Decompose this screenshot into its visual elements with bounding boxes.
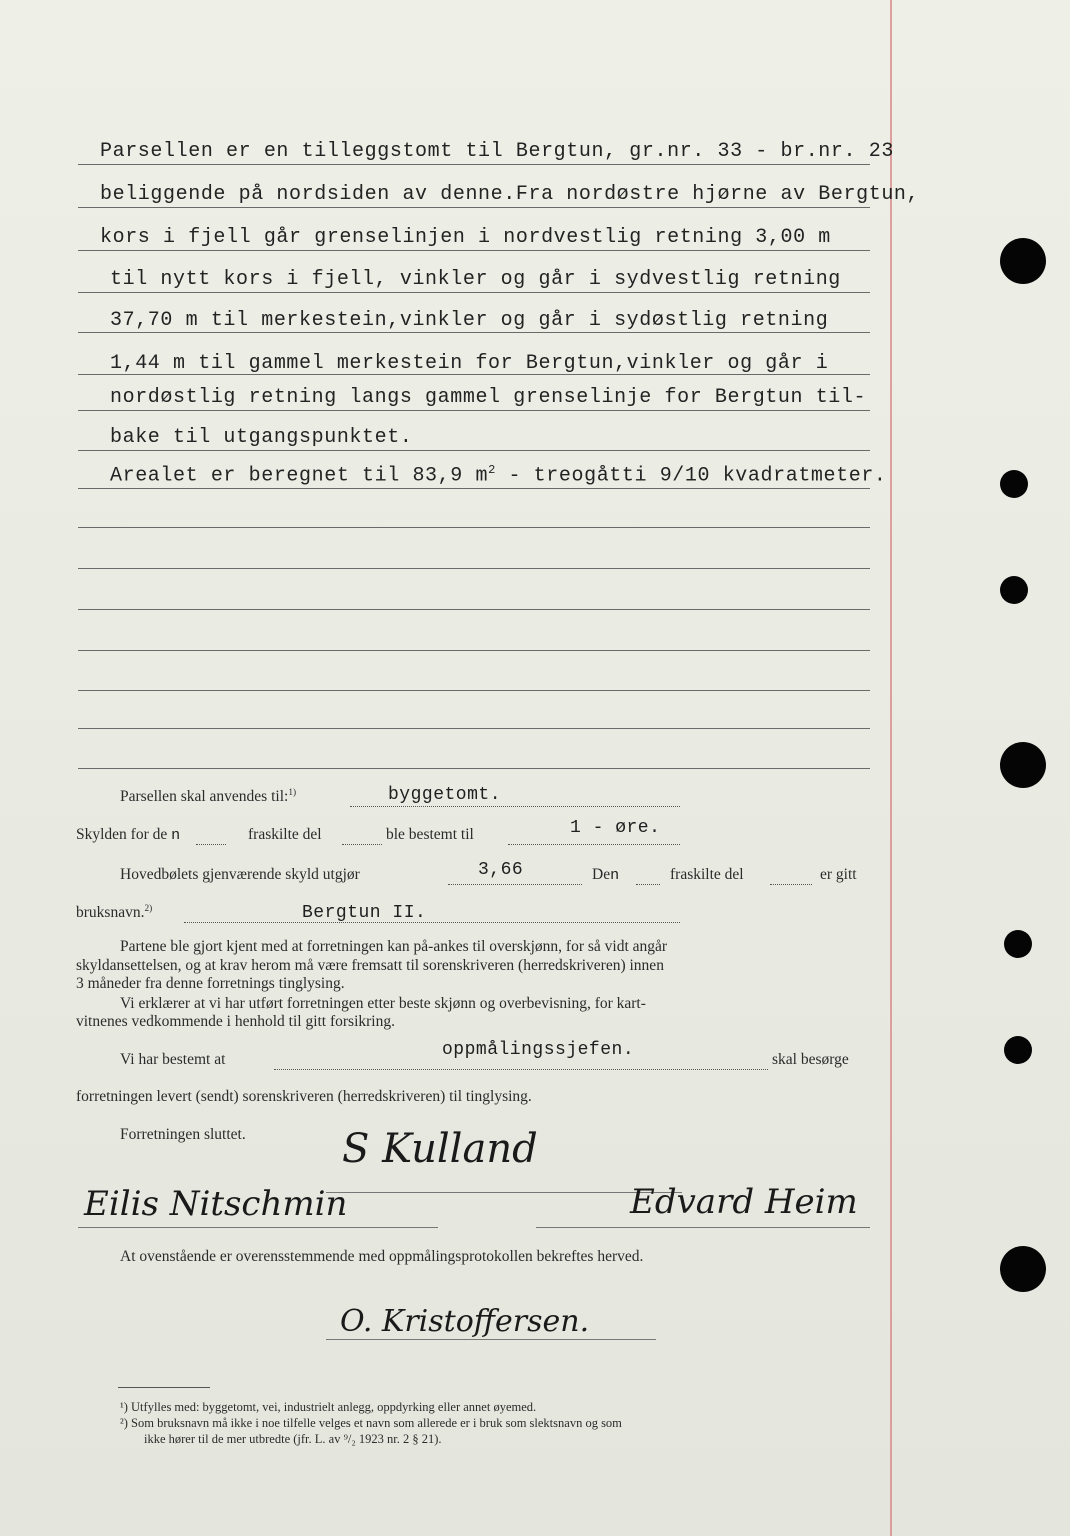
typed-line: kors i fjell går grenselinjen i nordvestlig retning 3,00 m <box>100 226 831 249</box>
ruled-line <box>78 207 870 208</box>
ruled-line <box>78 410 870 411</box>
tax-value: 1 - øre. <box>570 818 661 838</box>
ruled-line <box>78 164 870 165</box>
area-superscript: 2 <box>488 463 496 477</box>
certify-line: At ovenstående er overensstemmende med oppmålingsprotokollen bekreftes herved. <box>120 1248 644 1265</box>
ruled-line <box>78 488 870 489</box>
punch-hole <box>1000 576 1028 604</box>
use-label: Parsellen skal anvendes til:$^{1)}$ <box>120 788 297 806</box>
typed-line: 1,44 m til gammel merkestein for Bergtun,vinkler og går i <box>110 352 829 375</box>
signature-left: Eilis Nitschmin <box>84 1184 348 1224</box>
punch-hole <box>1004 1036 1032 1064</box>
para2-line: vitnenes vedkommende i henhold til gitt forsikring. <box>76 1013 395 1030</box>
tax-dots-b <box>342 844 382 845</box>
punch-hole <box>1000 238 1046 284</box>
name-value: Bergtun II. <box>302 903 427 923</box>
signature-main: S Kulland <box>342 1126 538 1172</box>
remaining-dots-c <box>770 884 812 885</box>
use-value: byggetomt. <box>388 785 502 805</box>
ruled-line <box>78 250 870 251</box>
ruled-line <box>78 768 870 769</box>
ruled-line <box>78 527 870 528</box>
area-text: Arealet er beregnet til 83,9 m <box>110 464 489 488</box>
signature-line <box>326 1192 682 1193</box>
tax-dots-c <box>508 844 680 845</box>
decided-value: oppmålingssjefen. <box>442 1040 635 1060</box>
use-dots <box>350 806 680 807</box>
para1-line: skyldansettelsen, og at krav herom må være fremsatt til sorenskriveren (herredskriveren) innen <box>76 957 664 974</box>
remaining-dots-a <box>448 884 582 885</box>
decided-label: Vi har bestemt at <box>120 1051 226 1068</box>
remaining-label-b: Den <box>592 866 620 884</box>
ruled-line <box>78 568 870 569</box>
para1-line: Partene ble gjort kjent med at forretningen kan på-ankes til overskjønn, for så vidt angår <box>120 938 668 955</box>
ruled-line <box>78 650 870 651</box>
signature-line <box>326 1339 656 1340</box>
name-dots <box>184 922 680 923</box>
remaining-label-d: er gitt <box>820 866 857 883</box>
area-text-end: - treogåtti 9/10 kvadratmeter. <box>495 464 887 488</box>
punch-hole <box>1000 1246 1046 1292</box>
footnote-rule <box>118 1387 210 1388</box>
footnote-2-cont: ikke hører til de mer utbredte (jfr. L. av ⁹/₂ 1923 nr. 2 § 21). <box>144 1432 442 1446</box>
para1-line: 3 måneder fra denne forretnings tinglysing. <box>76 975 345 992</box>
ruled-line <box>78 728 870 729</box>
punch-hole <box>1000 470 1028 498</box>
remaining-label-c: fraskilte del <box>670 866 744 883</box>
area-line <box>110 463 887 488</box>
remaining-value: 3,66 <box>478 860 524 880</box>
remaining-dots-b <box>636 884 660 885</box>
closed-line: Forretningen sluttet. <box>120 1126 246 1143</box>
decided-dots <box>274 1069 768 1070</box>
ruled-line <box>78 292 870 293</box>
delivered-line: forretningen levert (sendt) sorenskriveren (herredskriveren) til tinglysing. <box>76 1088 532 1105</box>
typed-line: nordøstlig retning langs gammel grenselinje for Bergtun til- <box>110 386 867 409</box>
footnote-2: ²) Som bruksnavn må ikke i noe tilfelle velges et navn som allerede er i bruk som slektsnavn og som <box>120 1416 622 1430</box>
typed-line: til nytt kors i fjell, vinkler og går i sydvestlig retning <box>110 268 841 291</box>
decided-label-b: skal besørge <box>772 1051 849 1068</box>
ruled-line <box>78 332 870 333</box>
tax-dots-a <box>196 844 226 845</box>
signature-certifier: O. Kristoffersen. <box>340 1304 590 1339</box>
ruled-line <box>78 609 870 610</box>
typed-line: 37,70 m til merkestein,vinkler og går i sydøstlig retning <box>110 309 829 332</box>
signature-right: Edvard Heim <box>630 1182 858 1222</box>
punch-hole <box>1004 930 1032 958</box>
tax-label-c: ble bestemt til <box>386 826 474 843</box>
signature-line <box>536 1227 870 1228</box>
ruled-line <box>78 690 870 691</box>
typed-line: Parsellen er en tilleggstomt til Bergtun, gr.nr. 33 - br.nr. 23 <box>100 140 894 163</box>
red-margin-line <box>890 0 892 1536</box>
remaining-label: Hovedbølets gjenværende skyld utgjør <box>120 866 360 883</box>
typed-line: beliggende på nordsiden av denne.Fra nordøstre hjørne av Bergtun, <box>100 183 920 206</box>
signature-line <box>78 1227 438 1228</box>
para2-line: Vi erklærer at vi har utført forretningen etter beste skjønn og overbevisning, for kart- <box>120 995 646 1012</box>
tax-label-b: fraskilte del <box>248 826 322 843</box>
ruled-line <box>78 450 870 451</box>
typed-line: bake til utgangspunktet. <box>110 426 413 449</box>
name-label: bruksnavn.$^{2)}$ <box>76 904 153 922</box>
punch-hole <box>1000 742 1046 788</box>
footnote-1: ¹) Utfylles med: byggetomt, vei, industrielt anlegg, oppdyrking eller annet øyemed. <box>120 1400 537 1414</box>
tax-label: Skylden for de n <box>76 826 181 844</box>
